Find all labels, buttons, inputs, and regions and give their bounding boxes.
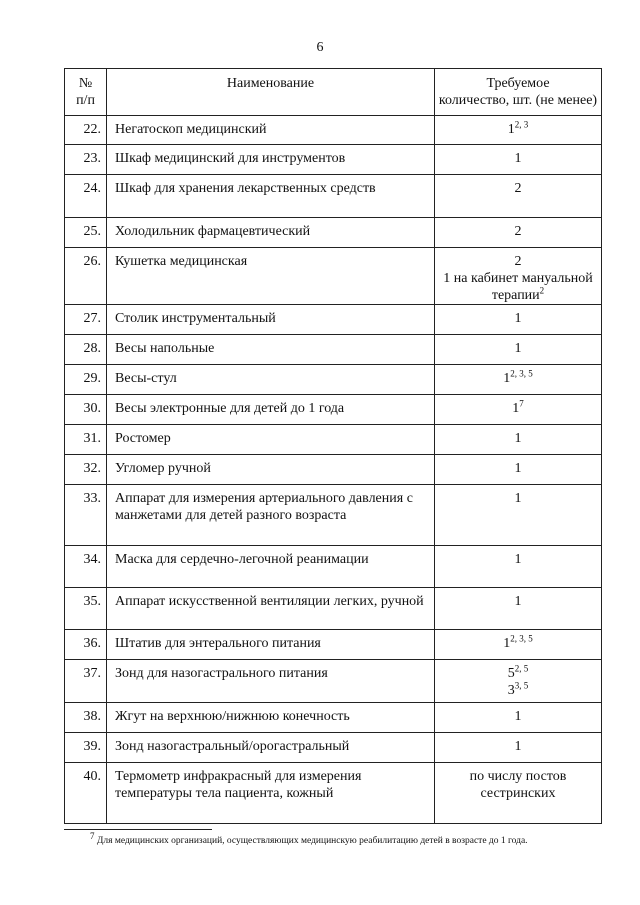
row-name: Весы электронные для детей до 1 года [107, 395, 435, 425]
quantity-line [437, 430, 599, 447]
row-quantity [435, 660, 602, 703]
table-row [65, 335, 602, 365]
row-name: Столик инструментальный [107, 305, 435, 335]
row-number: 35. [65, 588, 107, 630]
quantity-line [437, 121, 599, 138]
quantity-footnote-ref: 3, 5 [514, 680, 529, 691]
quantity-value: по числу постов сестринских [469, 769, 567, 801]
row-name: Шкаф для хранения лекарственных средств [107, 175, 435, 218]
quantity-line [437, 310, 599, 327]
table-row [65, 175, 602, 218]
table-row [65, 305, 602, 335]
quantity-line [437, 708, 599, 725]
row-name: Аппарат искусственной вентиляции легких, ручной [107, 588, 435, 630]
row-number: 34. [65, 546, 107, 588]
row-name: Аппарат для измерения артериального давления с манжетами для детей разного возраста [107, 485, 435, 546]
table-row [65, 485, 602, 546]
row-quantity [435, 703, 602, 733]
row-quantity [435, 425, 602, 455]
quantity-value: 1 [514, 341, 522, 356]
quantity-value: 2 [514, 224, 522, 239]
row-number: 33. [65, 485, 107, 546]
quantity-value: 3 [507, 683, 515, 698]
quantity-value: 1 [514, 552, 522, 567]
table-row [65, 248, 602, 305]
quantity-value: 1 [514, 709, 522, 724]
footnote [90, 830, 528, 847]
quantity-footnote-ref: 2, 3, 5 [510, 368, 533, 379]
row-name: Термометр инфракрасный для измерения температуры тела пациента, кожный [107, 763, 435, 824]
row-quantity [435, 335, 602, 365]
quantity-value: 1 [514, 491, 522, 506]
table-row [65, 733, 602, 763]
row-quantity [435, 145, 602, 175]
quantity-line [437, 682, 599, 699]
quantity-line [437, 551, 599, 568]
row-name: Зонд назогастральный/орогастральный [107, 733, 435, 763]
header-num-line2: п/п [76, 93, 95, 108]
table-row [65, 703, 602, 733]
quantity-value: 1 [514, 431, 522, 446]
row-quantity [435, 763, 602, 824]
quantity-footnote-ref: 2, 3 [514, 119, 529, 130]
table-row [65, 546, 602, 588]
quantity-line [437, 738, 599, 755]
row-number: 39. [65, 733, 107, 763]
row-name: Негатоскоп медицинский [107, 116, 435, 145]
footnote-divider [64, 829, 212, 830]
row-quantity [435, 248, 602, 305]
row-quantity [435, 733, 602, 763]
header-qty-line2: количество, шт. (не менее) [438, 93, 598, 108]
header-num [65, 69, 107, 116]
quantity-footnote-ref: 2, 5 [514, 663, 529, 674]
row-name: Весы напольные [107, 335, 435, 365]
table-row [65, 116, 602, 145]
row-name: Жгут на верхнюю/нижнюю конечность [107, 703, 435, 733]
row-quantity [435, 546, 602, 588]
row-number: 36. [65, 630, 107, 660]
row-number: 28. [65, 335, 107, 365]
quantity-line [437, 400, 599, 417]
row-quantity [435, 395, 602, 425]
row-number: 31. [65, 425, 107, 455]
quantity-value: 1 на кабинет мануальной терапии [443, 271, 593, 303]
row-name: Весы-стул [107, 365, 435, 395]
row-number: 22. [65, 116, 107, 145]
row-quantity [435, 218, 602, 248]
row-quantity [435, 455, 602, 485]
header-name: Наименование [107, 69, 435, 116]
quantity-value: 1 [507, 122, 515, 137]
quantity-value: 5 [507, 666, 515, 681]
quantity-line [437, 460, 599, 477]
row-number: 37. [65, 660, 107, 703]
table-row [65, 455, 602, 485]
table-body [65, 116, 602, 824]
quantity-line [437, 370, 599, 387]
row-number: 26. [65, 248, 107, 305]
table-row [65, 145, 602, 175]
quantity-value: 1 [514, 151, 522, 166]
table-row [65, 395, 602, 425]
row-name: Кушетка медицинская [107, 248, 435, 305]
quantity-value: 2 [514, 254, 522, 269]
row-name: Маска для сердечно-легочной реанимации [107, 546, 435, 588]
quantity-line [437, 180, 599, 197]
quantity-line [437, 490, 599, 507]
footnote-text: Для медицинских организаций, осуществляющих медицинскую реабилитацию детей в возрасте до 1 года. [94, 836, 528, 846]
row-number: 27. [65, 305, 107, 335]
quantity-line [437, 270, 599, 304]
table-row [65, 660, 602, 703]
quantity-value: 1 [503, 371, 511, 386]
row-quantity [435, 116, 602, 145]
row-number: 38. [65, 703, 107, 733]
row-number: 30. [65, 395, 107, 425]
row-quantity [435, 630, 602, 660]
header-qty [435, 69, 602, 116]
row-name: Холодильник фармацевтический [107, 218, 435, 248]
quantity-value: 2 [514, 181, 522, 196]
table-row [65, 588, 602, 630]
row-number: 24. [65, 175, 107, 218]
quantity-value: 1 [514, 461, 522, 476]
quantity-line [437, 150, 599, 167]
row-name: Ростомер [107, 425, 435, 455]
row-number: 32. [65, 455, 107, 485]
quantity-value: 1 [514, 739, 522, 754]
row-name: Угломер ручной [107, 455, 435, 485]
table-header-row [65, 69, 602, 116]
row-number: 40. [65, 763, 107, 824]
row-quantity [435, 485, 602, 546]
table-row [65, 425, 602, 455]
row-quantity [435, 175, 602, 218]
quantity-line [437, 223, 599, 240]
row-name: Зонд для назогастрального питания [107, 660, 435, 703]
quantity-value: 1 [514, 311, 522, 326]
header-num-line1: № [78, 76, 93, 91]
row-number: 29. [65, 365, 107, 395]
row-quantity [435, 365, 602, 395]
footnote-mark: 7 [90, 830, 95, 841]
row-number: 23. [65, 145, 107, 175]
quantity-line [437, 340, 599, 357]
row-quantity [435, 588, 602, 630]
row-quantity [435, 305, 602, 335]
quantity-line [437, 253, 599, 270]
quantity-value: 1 [503, 636, 511, 651]
row-number: 25. [65, 218, 107, 248]
quantity-line [437, 635, 599, 652]
quantity-footnote-ref: 2 [539, 285, 545, 296]
quantity-footnote-ref: 2, 3, 5 [510, 633, 533, 644]
row-name: Шкаф медицинский для инструментов [107, 145, 435, 175]
quantity-footnote-ref: 7 [519, 398, 524, 409]
quantity-value: 1 [512, 401, 520, 416]
table-row [65, 218, 602, 248]
quantity-line [437, 593, 599, 610]
row-name: Штатив для энтерального питания [107, 630, 435, 660]
table-row [65, 763, 602, 824]
quantity-line [437, 768, 599, 802]
equipment-table [64, 68, 602, 824]
page-number: 6 [316, 40, 324, 55]
table-row [65, 630, 602, 660]
table-row [65, 365, 602, 395]
header-qty-line1: Требуемое [486, 76, 550, 91]
quantity-value: 1 [514, 594, 522, 609]
